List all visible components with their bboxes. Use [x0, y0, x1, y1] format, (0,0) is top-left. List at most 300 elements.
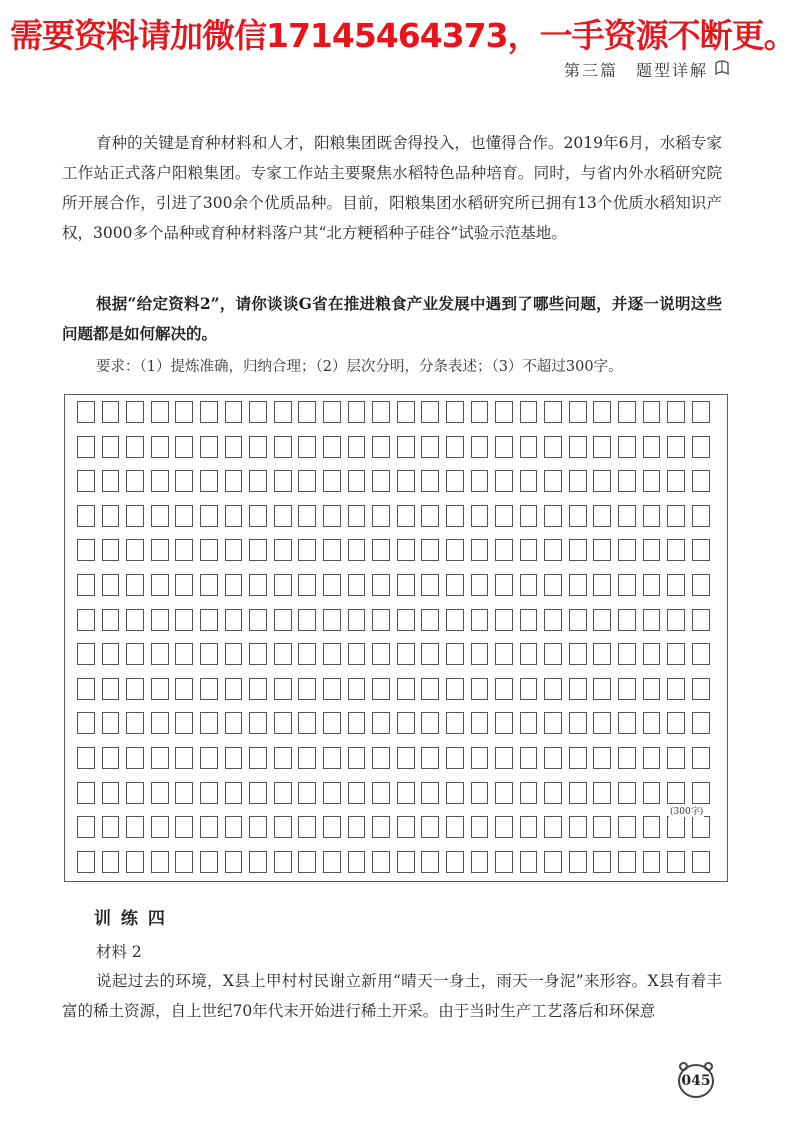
grid-cell[interactable]: [274, 816, 292, 838]
grid-cell[interactable]: [397, 539, 415, 561]
grid-cell[interactable]: [298, 816, 316, 838]
grid-cell[interactable]: [421, 782, 439, 804]
grid-cell[interactable]: [102, 782, 120, 804]
grid-cell[interactable]: [126, 609, 144, 631]
grid-cell[interactable]: [471, 505, 489, 527]
grid-cell[interactable]: [151, 678, 169, 700]
grid-cell[interactable]: [175, 816, 193, 838]
grid-cell[interactable]: [643, 712, 661, 734]
grid-cell[interactable]: [643, 505, 661, 527]
grid-cell[interactable]: [397, 505, 415, 527]
grid-cell[interactable]: [151, 401, 169, 423]
grid-cell[interactable]: [126, 574, 144, 596]
grid-cell[interactable]: [348, 574, 366, 596]
grid-cell[interactable]: [298, 436, 316, 458]
grid-cell[interactable]: [520, 712, 538, 734]
grid-cell[interactable]: [569, 643, 587, 665]
grid-cell[interactable]: [175, 851, 193, 873]
grid-cell[interactable]: [667, 574, 685, 596]
grid-cell[interactable]: [348, 470, 366, 492]
grid-cell[interactable]: [544, 712, 562, 734]
grid-cell[interactable]: [544, 574, 562, 596]
grid-cell[interactable]: [348, 678, 366, 700]
grid-cell[interactable]: [249, 747, 267, 769]
grid-cell[interactable]: [667, 643, 685, 665]
grid-cell[interactable]: [618, 539, 636, 561]
grid-cell[interactable]: [225, 609, 243, 631]
grid-cell[interactable]: [520, 436, 538, 458]
grid-cell[interactable]: [77, 436, 95, 458]
grid-cell[interactable]: [372, 609, 390, 631]
grid-cell[interactable]: [77, 851, 95, 873]
grid-cell[interactable]: [495, 574, 513, 596]
grid-cell[interactable]: [520, 747, 538, 769]
grid-cell[interactable]: [618, 712, 636, 734]
grid-cell[interactable]: [323, 470, 341, 492]
grid-cell[interactable]: [175, 782, 193, 804]
grid-cell[interactable]: [249, 643, 267, 665]
grid-cell[interactable]: [372, 851, 390, 873]
grid-cell[interactable]: [348, 609, 366, 631]
grid-cell[interactable]: [200, 782, 218, 804]
grid-cell[interactable]: [692, 678, 710, 700]
grid-cell[interactable]: [274, 401, 292, 423]
grid-cell[interactable]: [495, 712, 513, 734]
grid-cell[interactable]: [397, 609, 415, 631]
grid-cell[interactable]: [593, 609, 611, 631]
grid-cell[interactable]: [692, 609, 710, 631]
grid-cell[interactable]: [151, 643, 169, 665]
grid-cell[interactable]: [446, 574, 464, 596]
grid-cell[interactable]: [225, 712, 243, 734]
grid-cell[interactable]: [569, 678, 587, 700]
grid-cell[interactable]: [397, 747, 415, 769]
grid-cell[interactable]: [348, 401, 366, 423]
grid-cell[interactable]: [102, 470, 120, 492]
grid-cell[interactable]: [397, 436, 415, 458]
grid-cell[interactable]: [569, 782, 587, 804]
grid-cell[interactable]: [77, 470, 95, 492]
grid-cell[interactable]: [544, 747, 562, 769]
grid-cell[interactable]: [421, 609, 439, 631]
grid-cell[interactable]: [421, 401, 439, 423]
grid-cell[interactable]: [692, 539, 710, 561]
grid-cell[interactable]: [151, 609, 169, 631]
grid-cell[interactable]: [593, 436, 611, 458]
grid-cell[interactable]: [593, 643, 611, 665]
grid-cell[interactable]: [692, 712, 710, 734]
grid-cell[interactable]: [372, 678, 390, 700]
grid-cell[interactable]: [298, 470, 316, 492]
grid-cell[interactable]: [643, 574, 661, 596]
grid-cell[interactable]: [421, 678, 439, 700]
grid-cell[interactable]: [372, 643, 390, 665]
grid-cell[interactable]: [495, 539, 513, 561]
grid-cell[interactable]: [372, 436, 390, 458]
grid-cell[interactable]: [643, 678, 661, 700]
grid-cell[interactable]: [397, 816, 415, 838]
grid-cell[interactable]: [692, 643, 710, 665]
grid-cell[interactable]: [692, 574, 710, 596]
grid-cell[interactable]: [421, 470, 439, 492]
grid-cell[interactable]: [249, 816, 267, 838]
grid-cell[interactable]: [298, 747, 316, 769]
grid-cell[interactable]: [298, 505, 316, 527]
grid-cell[interactable]: [77, 505, 95, 527]
grid-cell[interactable]: [618, 470, 636, 492]
grid-cell[interactable]: [372, 712, 390, 734]
grid-cell[interactable]: [102, 712, 120, 734]
grid-cell[interactable]: [274, 851, 292, 873]
grid-cell[interactable]: [175, 747, 193, 769]
grid-cell[interactable]: [667, 505, 685, 527]
grid-cell[interactable]: [692, 747, 710, 769]
grid-cell[interactable]: [249, 539, 267, 561]
grid-cell[interactable]: [495, 609, 513, 631]
grid-cell[interactable]: [102, 643, 120, 665]
grid-cell[interactable]: [200, 574, 218, 596]
grid-cell[interactable]: [643, 782, 661, 804]
grid-cell[interactable]: [618, 851, 636, 873]
grid-cell[interactable]: [667, 816, 685, 838]
grid-cell[interactable]: [200, 401, 218, 423]
grid-cell[interactable]: [348, 851, 366, 873]
grid-cell[interactable]: [126, 851, 144, 873]
grid-cell[interactable]: [544, 643, 562, 665]
grid-cell[interactable]: [569, 401, 587, 423]
grid-cell[interactable]: [495, 816, 513, 838]
grid-cell[interactable]: [421, 539, 439, 561]
grid-cell[interactable]: [102, 851, 120, 873]
grid-cell[interactable]: [569, 470, 587, 492]
grid-cell[interactable]: [618, 609, 636, 631]
grid-cell[interactable]: [667, 747, 685, 769]
grid-cell[interactable]: [618, 678, 636, 700]
grid-cell[interactable]: [618, 505, 636, 527]
grid-cell[interactable]: [77, 539, 95, 561]
grid-cell[interactable]: [249, 782, 267, 804]
grid-cell[interactable]: [249, 574, 267, 596]
grid-cell[interactable]: [520, 816, 538, 838]
grid-cell[interactable]: [249, 401, 267, 423]
grid-cell[interactable]: [274, 678, 292, 700]
grid-cell[interactable]: [593, 782, 611, 804]
grid-cell[interactable]: [249, 851, 267, 873]
grid-cell[interactable]: [421, 643, 439, 665]
grid-cell[interactable]: [667, 712, 685, 734]
grid-cell[interactable]: [495, 643, 513, 665]
grid-cell[interactable]: [274, 747, 292, 769]
grid-cell[interactable]: [569, 712, 587, 734]
grid-cell[interactable]: [126, 747, 144, 769]
grid-cell[interactable]: [200, 851, 218, 873]
grid-cell[interactable]: [200, 816, 218, 838]
grid-cell[interactable]: [175, 712, 193, 734]
grid-cell[interactable]: [323, 401, 341, 423]
grid-cell[interactable]: [225, 505, 243, 527]
grid-cell[interactable]: [348, 436, 366, 458]
grid-cell[interactable]: [544, 678, 562, 700]
grid-cell[interactable]: [175, 539, 193, 561]
grid-cell[interactable]: [544, 401, 562, 423]
grid-cell[interactable]: [225, 747, 243, 769]
grid-cell[interactable]: [175, 609, 193, 631]
grid-cell[interactable]: [446, 539, 464, 561]
grid-cell[interactable]: [544, 609, 562, 631]
grid-cell[interactable]: [520, 678, 538, 700]
grid-cell[interactable]: [495, 851, 513, 873]
grid-cell[interactable]: [200, 747, 218, 769]
grid-cell[interactable]: [421, 816, 439, 838]
grid-cell[interactable]: [323, 436, 341, 458]
grid-cell[interactable]: [446, 782, 464, 804]
grid-cell[interactable]: [348, 816, 366, 838]
grid-cell[interactable]: [77, 678, 95, 700]
grid-cell[interactable]: [200, 436, 218, 458]
grid-cell[interactable]: [102, 609, 120, 631]
grid-cell[interactable]: [298, 574, 316, 596]
grid-cell[interactable]: [471, 609, 489, 631]
grid-cell[interactable]: [200, 470, 218, 492]
grid-cell[interactable]: [692, 401, 710, 423]
grid-cell[interactable]: [249, 678, 267, 700]
grid-cell[interactable]: [175, 574, 193, 596]
grid-cell[interactable]: [102, 436, 120, 458]
grid-cell[interactable]: [667, 782, 685, 804]
grid-cell[interactable]: [225, 782, 243, 804]
grid-cell[interactable]: [544, 505, 562, 527]
grid-cell[interactable]: [77, 712, 95, 734]
grid-cell[interactable]: [446, 436, 464, 458]
grid-cell[interactable]: [151, 782, 169, 804]
grid-cell[interactable]: [348, 643, 366, 665]
grid-cell[interactable]: [618, 747, 636, 769]
grid-cell[interactable]: [126, 470, 144, 492]
grid-cell[interactable]: [667, 539, 685, 561]
grid-cell[interactable]: [544, 436, 562, 458]
grid-cell[interactable]: [618, 436, 636, 458]
grid-cell[interactable]: [225, 574, 243, 596]
grid-cell[interactable]: [618, 643, 636, 665]
grid-cell[interactable]: [397, 712, 415, 734]
grid-cell[interactable]: [569, 816, 587, 838]
grid-cell[interactable]: [225, 539, 243, 561]
grid-cell[interactable]: [274, 470, 292, 492]
grid-cell[interactable]: [446, 678, 464, 700]
grid-cell[interactable]: [274, 643, 292, 665]
grid-cell[interactable]: [643, 401, 661, 423]
grid-cell[interactable]: [126, 816, 144, 838]
grid-cell[interactable]: [446, 401, 464, 423]
grid-cell[interactable]: [397, 401, 415, 423]
grid-cell[interactable]: [618, 574, 636, 596]
grid-cell[interactable]: [618, 401, 636, 423]
grid-cell[interactable]: [667, 436, 685, 458]
grid-cell[interactable]: [569, 539, 587, 561]
grid-cell[interactable]: [471, 712, 489, 734]
grid-cell[interactable]: [692, 816, 710, 838]
grid-cell[interactable]: [593, 747, 611, 769]
grid-cell[interactable]: [77, 816, 95, 838]
grid-cell[interactable]: [348, 539, 366, 561]
grid-cell[interactable]: [593, 678, 611, 700]
grid-cell[interactable]: [544, 816, 562, 838]
grid-cell[interactable]: [372, 574, 390, 596]
grid-cell[interactable]: [225, 678, 243, 700]
grid-cell[interactable]: [323, 747, 341, 769]
grid-cell[interactable]: [618, 782, 636, 804]
grid-cell[interactable]: [372, 747, 390, 769]
grid-cell[interactable]: [372, 539, 390, 561]
grid-cell[interactable]: [298, 609, 316, 631]
grid-cell[interactable]: [126, 539, 144, 561]
grid-cell[interactable]: [323, 851, 341, 873]
grid-cell[interactable]: [643, 539, 661, 561]
grid-cell[interactable]: [348, 505, 366, 527]
grid-cell[interactable]: [151, 851, 169, 873]
grid-cell[interactable]: [151, 574, 169, 596]
grid-cell[interactable]: [175, 678, 193, 700]
grid-cell[interactable]: [421, 851, 439, 873]
grid-cell[interactable]: [175, 643, 193, 665]
grid-cell[interactable]: [102, 505, 120, 527]
grid-cell[interactable]: [471, 678, 489, 700]
grid-cell[interactable]: [274, 505, 292, 527]
grid-cell[interactable]: [471, 574, 489, 596]
grid-cell[interactable]: [274, 609, 292, 631]
grid-cell[interactable]: [520, 574, 538, 596]
grid-cell[interactable]: [643, 816, 661, 838]
grid-cell[interactable]: [200, 609, 218, 631]
grid-cell[interactable]: [200, 712, 218, 734]
grid-cell[interactable]: [544, 470, 562, 492]
grid-cell[interactable]: [667, 609, 685, 631]
grid-cell[interactable]: [520, 401, 538, 423]
grid-cell[interactable]: [593, 505, 611, 527]
grid-cell[interactable]: [544, 782, 562, 804]
grid-cell[interactable]: [102, 816, 120, 838]
grid-cell[interactable]: [102, 401, 120, 423]
grid-cell[interactable]: [593, 712, 611, 734]
grid-cell[interactable]: [151, 816, 169, 838]
grid-cell[interactable]: [544, 539, 562, 561]
grid-cell[interactable]: [593, 816, 611, 838]
grid-cell[interactable]: [200, 643, 218, 665]
grid-cell[interactable]: [225, 643, 243, 665]
grid-cell[interactable]: [77, 574, 95, 596]
grid-cell[interactable]: [397, 643, 415, 665]
grid-cell[interactable]: [77, 782, 95, 804]
grid-cell[interactable]: [446, 609, 464, 631]
grid-cell[interactable]: [151, 712, 169, 734]
grid-cell[interactable]: [643, 851, 661, 873]
grid-cell[interactable]: [569, 851, 587, 873]
grid-cell[interactable]: [372, 505, 390, 527]
grid-cell[interactable]: [471, 747, 489, 769]
grid-cell[interactable]: [593, 574, 611, 596]
grid-cell[interactable]: [151, 436, 169, 458]
grid-cell[interactable]: [77, 747, 95, 769]
grid-cell[interactable]: [471, 401, 489, 423]
grid-cell[interactable]: [126, 401, 144, 423]
grid-cell[interactable]: [77, 643, 95, 665]
grid-cell[interactable]: [151, 470, 169, 492]
grid-cell[interactable]: [643, 436, 661, 458]
grid-cell[interactable]: [126, 712, 144, 734]
grid-cell[interactable]: [323, 643, 341, 665]
grid-cell[interactable]: [397, 574, 415, 596]
grid-cell[interactable]: [471, 470, 489, 492]
grid-cell[interactable]: [471, 851, 489, 873]
grid-cell[interactable]: [249, 505, 267, 527]
answer-grid[interactable]: [64, 394, 728, 882]
grid-cell[interactable]: [569, 609, 587, 631]
grid-cell[interactable]: [520, 539, 538, 561]
grid-cell[interactable]: [372, 816, 390, 838]
grid-cell[interactable]: [175, 505, 193, 527]
grid-cell[interactable]: [520, 851, 538, 873]
grid-cell[interactable]: [446, 851, 464, 873]
grid-cell[interactable]: [249, 712, 267, 734]
grid-cell[interactable]: [692, 470, 710, 492]
grid-cell[interactable]: [102, 574, 120, 596]
grid-cell[interactable]: [298, 782, 316, 804]
grid-cell[interactable]: [495, 401, 513, 423]
grid-cell[interactable]: [126, 505, 144, 527]
grid-cell[interactable]: [643, 643, 661, 665]
grid-cell[interactable]: [421, 747, 439, 769]
grid-cell[interactable]: [323, 712, 341, 734]
grid-cell[interactable]: [397, 782, 415, 804]
grid-cell[interactable]: [298, 643, 316, 665]
grid-cell[interactable]: [593, 851, 611, 873]
grid-cell[interactable]: [520, 470, 538, 492]
grid-cell[interactable]: [446, 816, 464, 838]
grid-cell[interactable]: [126, 643, 144, 665]
grid-cell[interactable]: [397, 678, 415, 700]
grid-cell[interactable]: [520, 609, 538, 631]
grid-cell[interactable]: [692, 782, 710, 804]
grid-cell[interactable]: [471, 643, 489, 665]
grid-cell[interactable]: [298, 539, 316, 561]
grid-cell[interactable]: [102, 539, 120, 561]
grid-cell[interactable]: [323, 539, 341, 561]
grid-cell[interactable]: [593, 539, 611, 561]
grid-cell[interactable]: [618, 816, 636, 838]
grid-cell[interactable]: [446, 643, 464, 665]
grid-cell[interactable]: [175, 470, 193, 492]
grid-cell[interactable]: [421, 436, 439, 458]
grid-cell[interactable]: [446, 505, 464, 527]
grid-cell[interactable]: [274, 574, 292, 596]
grid-cell[interactable]: [421, 574, 439, 596]
grid-cell[interactable]: [471, 539, 489, 561]
grid-cell[interactable]: [667, 401, 685, 423]
grid-cell[interactable]: [421, 505, 439, 527]
grid-cell[interactable]: [298, 712, 316, 734]
grid-cell[interactable]: [446, 470, 464, 492]
grid-cell[interactable]: [298, 401, 316, 423]
grid-cell[interactable]: [151, 539, 169, 561]
grid-cell[interactable]: [126, 782, 144, 804]
grid-cell[interactable]: [274, 539, 292, 561]
grid-cell[interactable]: [225, 470, 243, 492]
grid-cell[interactable]: [397, 470, 415, 492]
grid-cell[interactable]: [471, 782, 489, 804]
grid-cell[interactable]: [249, 470, 267, 492]
grid-cell[interactable]: [569, 505, 587, 527]
grid-cell[interactable]: [643, 609, 661, 631]
